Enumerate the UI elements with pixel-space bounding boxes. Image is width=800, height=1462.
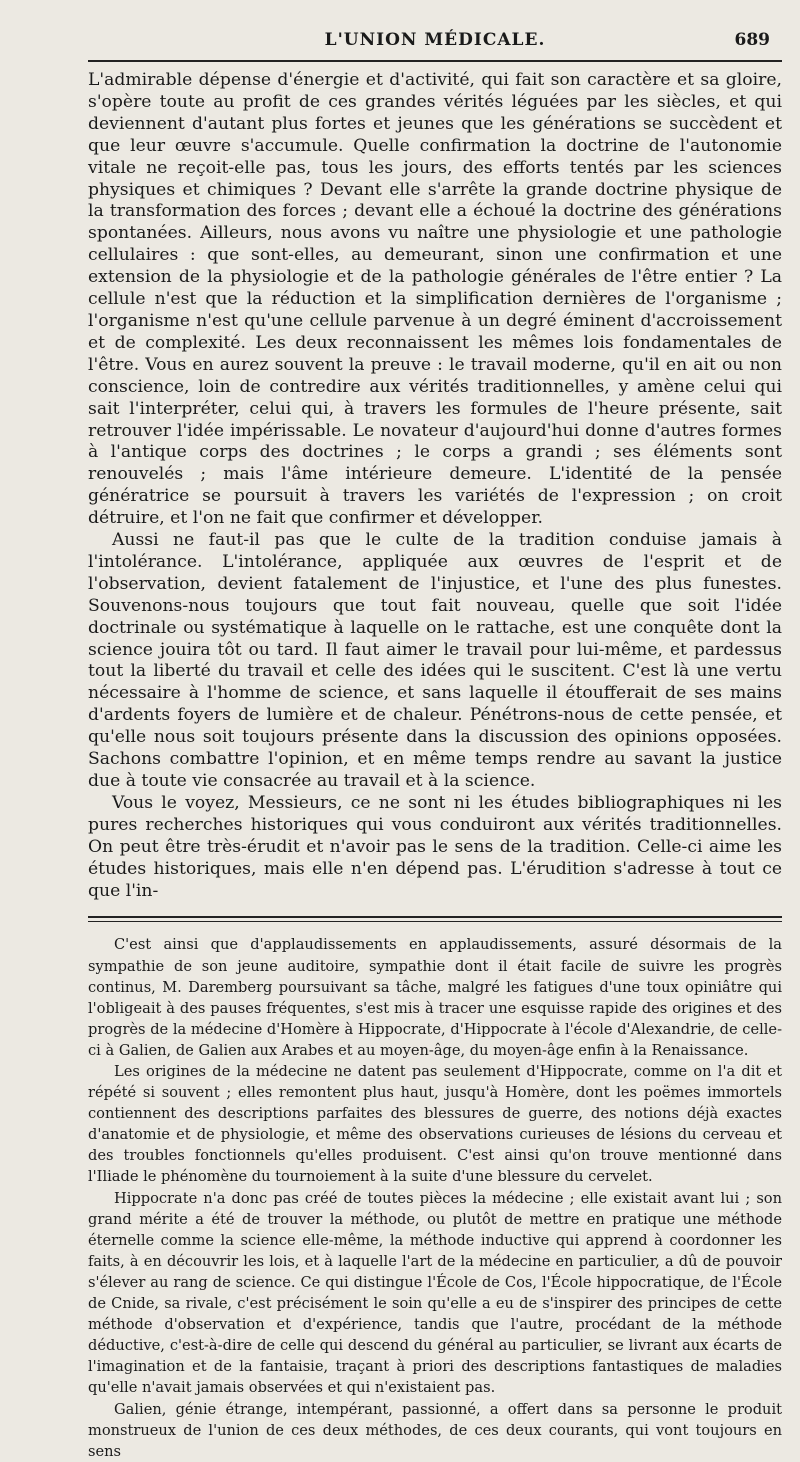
page-number: 689 — [734, 30, 770, 50]
report-paragraph: Hippocrate n'a donc pas créé de toutes pièces la médecine ; elle existait avant lui ; son grand mérite a été de trouver la méthode, ou plutôt de mettre en pratique une méthode éternelle comme la science elle-même, la méthode inductive qui apprend à coordonner les faits, à en découvrir les lois, et à laquelle l'art de la médecine en particulier, a dû de pouvoir s'élever au rang de science. Ce qui distingue l'École de Cos, l'École hippocratique, de l'École de Cnide, sa rivale, c'est précisément le soin qu'elle a eu de s'inspirer des principes de cette méthode d'observation et d'expérience, tandis que l'autre, procédant de la méthode déductive, c'est-à-dire de celle qui descend du général au particulier, se livrant aux écarts de l'imagination et de la fantaisie, traçant à priori des descriptions fantastiques de maladies qu'elle n'avait jamais observées et qui n'existaient pas. — [88, 1189, 782, 1397]
report-paragraph: C'est ainsi que d'applaudissements en applaudissements, assuré désormais de la sympathie de son jeune auditoire, sympathie dont il était facile de suivre les progrès continus, M. Daremberg poursuivant sa tâche, malgré les fatigues d'une toux opiniâtre qui l'obligeait à des pauses fréquentes, s'est mis à tracer une esquisse rapide des origines et des progrès de la médecine d'Homère à Hippocrate, d'Hippocrate à l'école d'Alexandrie, de celle-ci à Galien, de Galien aux Arabes et au moyen-âge, du moyen-âge enfin à la Renaissance. — [88, 936, 782, 1059]
running-header — [88, 30, 782, 56]
body-paragraph: L'admirable dépense d'énergie et d'activité, qui fait son caractère et sa gloire, s'opère toute au profit de ces grandes vérités léguées par les siècles, et qui deviennent d'autant plus fortes et jeunes que les générations se succèdent et que leur œuvre s'accumule. Quelle confirmation la doctrine de l'autonomie vitale ne reçoit-elle pas, tous les jours, des efforts tentés par les sciences physiques et chimiques ? Devant elle s'arrête la grande doctrine physique de la transformation des forces ; devant elle a échoué la doctrine des générations spontanées. Ailleurs, nous avons vu naître une physiologie et une pathologie cellulaires : que sont-elles, au demeurant, sinon une confirmation et une extension de la physiologie et de la pathologie générales de l'être entier ? La cellule n'est que la réduction et la simplification dernières de l'organisme ; l'organisme n'est qu'une cellule parvenue à un degré éminent d'accroissement et de complexité. Les deux reconnaissent les mêmes lois fondamentales de l'être. Vous en aurez souvent la preuve : le travail moderne, qu'il en ait ou non conscience, loin de contredire aux vérités traditionnelles, y amène celui qui sait l'interpréter, celui qui, à travers les formules de l'heure présente, sait retrouver l'idée impérissable. Le novateur d'aujourd'hui donne d'autres formes à l'antique corps des doctrines ; le corps a grandi ; ses éléments sont renouvelés ; mais l'âme intérieure demeure. L'identité de la pensée génératrice se poursuit à travers les variétés de l'expression ; on croit détruire, et l'on ne fait que confirmer et développer. — [88, 70, 782, 529]
report-text — [88, 934, 782, 1461]
body-paragraph: Vous le voyez, Messieurs, ce ne sont ni les études bibliographiques ni les pures recherches historiques qui vous conduiront aux vérités traditionnelles. On peut être très-érudit et n'avoir pas le sens de la tradition. Celle-ci aime les études historiques, mais elle n'en dépend pas. L'érudition s'adresse à tout ce que l'in- — [88, 792, 782, 901]
body-paragraph: Aussi ne faut-il pas que le culte de la tradition conduise jamais à l'intolérance. L'intolérance, appliquée aux œuvres de l'esprit et de l'observation, devient fatalement de l'injustice, et l'une des plus funestes. Souvenons-nous toujours que tout fait nouveau, quelle que soit l'idée doctrinale ou systématique à laquelle on le rattache, est une conquête dont la science jouira tôt ou tard. Il faut aimer le travail pour lui-même, et pardessus tout la liberté du travail et celle des idées qui le suscitent. C'est là une vertu nécessaire à l'homme de science, et sans laquelle il étoufferait de ses mains d'ardents foyers de lumière et de chaleur. Pénétrons-nous de cette pensée, et qu'elle nous soit toujours présente dans la discussion des opinions opposées. Sachons combattre l'opinion, et en même temps rendre au savant la justice due à toute vie consacrée au travail et à la science. — [88, 530, 782, 791]
report-paragraph: Galien, génie étrange, intempérant, passionné, a offert dans sa personne le produit monstrueux de l'union de ces deux méthodes, de ces deux courants, qui vont toujours en sens — [88, 1400, 782, 1460]
section-divider — [88, 916, 782, 922]
header-rule — [88, 60, 782, 62]
report-paragraph: Les origines de la médecine ne datent pas seulement d'Hippocrate, comme on l'a dit et répété si souvent ; elles remontent plus haut, jusqu'à Homère, dont les poëmes immortels contiennent des descriptions parfaites des blessures de guerre, des notions déjà exactes d'anatomie et de physiologie, et même des observations curieuses de lésions du cerveau et des troubles fonctionnels qu'elles produisent. C'est ainsi qu'on trouve mentionné dans l'Iliade le phénomène du tournoiement à la suite d'une blessure du cervelet. — [88, 1063, 782, 1186]
main-body-text — [88, 70, 782, 902]
running-title: L'UNION MÉDICALE. — [324, 30, 546, 50]
